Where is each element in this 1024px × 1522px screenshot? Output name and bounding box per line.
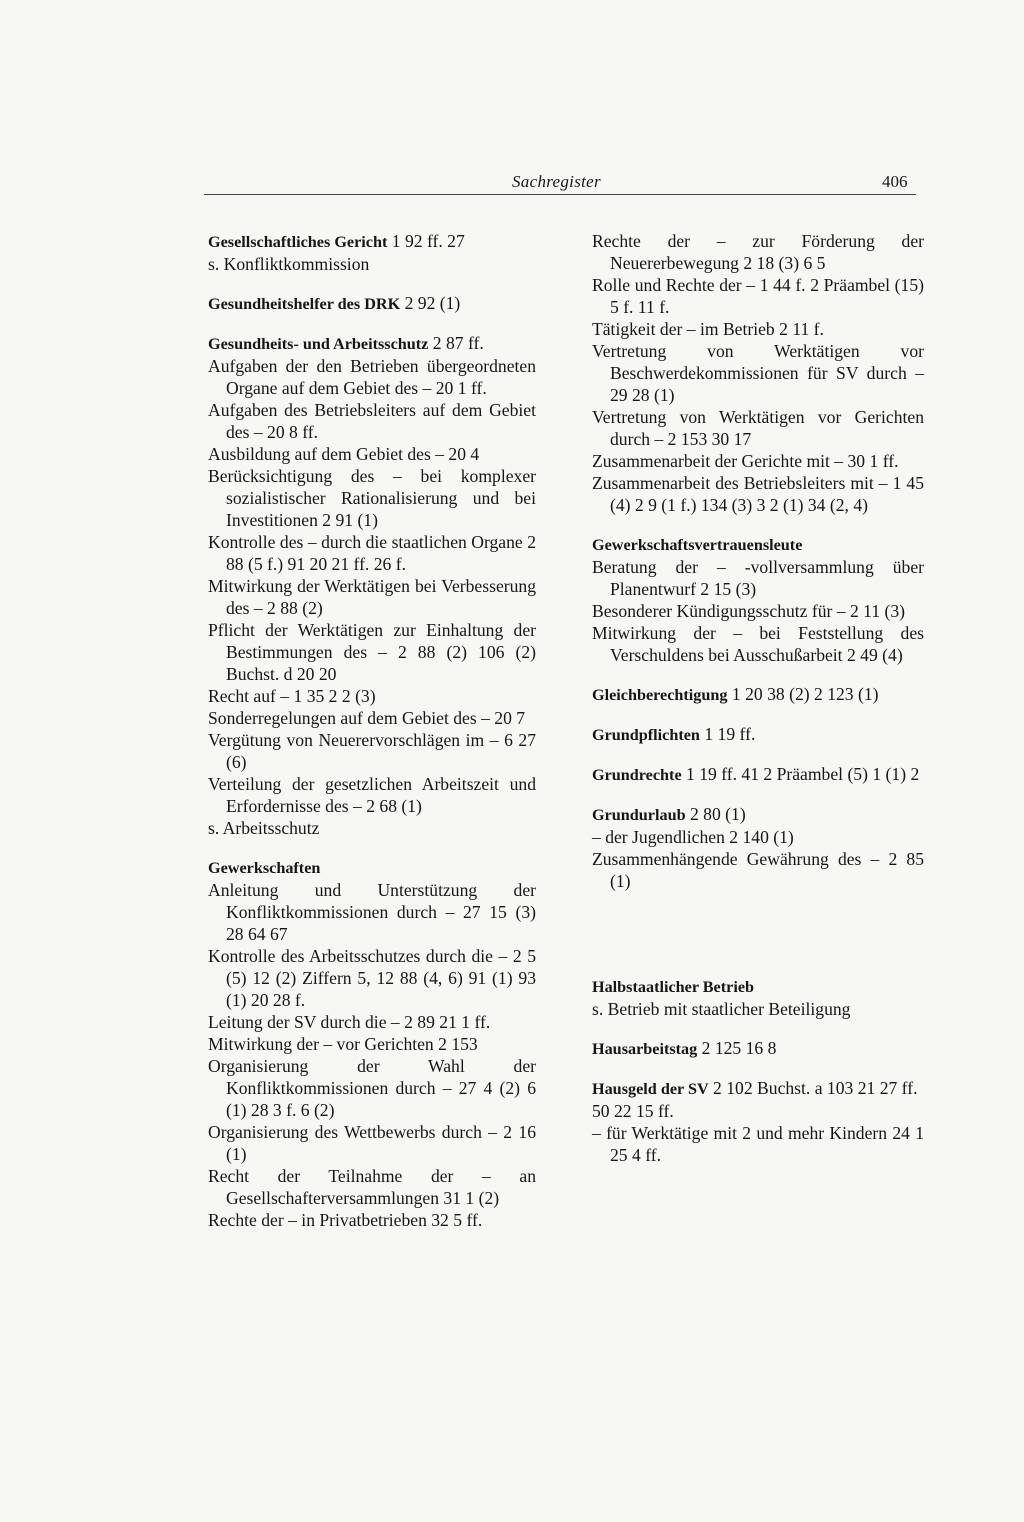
entry-subentry: Zusammenarbeit der Gerichte mit – 30 1 ff. [592, 451, 899, 471]
entry-heading [208, 230, 536, 253]
index-entry [208, 856, 536, 1231]
entry-subentry: Leitung der SV durch die – 2 89 21 1 ff. [208, 1012, 491, 1032]
entry-heading [592, 763, 924, 786]
entry-subentry: Berücksichtigung des – bei komplexer sozialistischer Rationalisierung und bei Investitionen 2 91 (1) [208, 466, 536, 530]
index-entry [592, 763, 924, 786]
index-entry [592, 230, 924, 516]
entry-heading [208, 332, 536, 355]
entry-heading [592, 723, 924, 746]
entry-subentry: Vertretung von Werktätigen vor Beschwerdekommissionen für SV durch – 29 28 (1) [592, 341, 924, 405]
page-number: 406 [882, 172, 908, 191]
entry-term: Halbstaatlicher Betrieb [592, 978, 755, 996]
entry-subentry: Organisierung des Wettbewerbs durch – 2 16 (1) [208, 1122, 536, 1164]
entry-refs: 1 19 ff. [704, 724, 756, 744]
entry-subentry: Organisierung der Wahl der Konfliktkommissionen durch – 27 4 (2) 6 (1) 28 3 f. 6 (2) [208, 1056, 536, 1120]
entry-subentry: Rolle und Rechte der – 1 44 f. 2 Präambel (15) 5 f. 11 f. [592, 275, 924, 317]
section-gap [592, 909, 924, 975]
entry-refs: 2 80 (1) [689, 804, 746, 824]
entry-subentry: Rechte der – zur Förderung der Neuererbewegung 2 18 (3) 6 5 [592, 231, 924, 273]
entry-subentry: s. Konfliktkommission [208, 254, 370, 274]
entry-term: Hausgeld der SV [592, 1080, 709, 1098]
entry-subentry: Pflicht der Werktätigen zur Einhaltung der Bestimmungen des – 2 88 (2) 106 (2) Buchst. d 20 20 [208, 620, 536, 684]
entry-subentry: Kontrolle des Arbeitsschutzes durch die – 2 5 (5) 12 (2) Ziffern 5, 12 88 (4, 6) 91 (1) 93 (1) 20 28 f. [208, 946, 536, 1010]
entry-term: Gesundheitshelfer des DRK [208, 295, 401, 313]
entry-refs: 1 92 ff. 27 [391, 231, 465, 251]
entry-refs: 2 87 ff. [432, 333, 484, 353]
index-entry [208, 292, 536, 315]
header-rule [204, 194, 916, 195]
entry-heading [592, 975, 924, 998]
index-entry [208, 230, 536, 275]
entry-subentry: Besonderer Kündigungsschutz für – 2 11 (3) [592, 601, 906, 621]
entry-subentry: s. Arbeitsschutz [208, 818, 320, 838]
entry-heading [592, 1037, 924, 1060]
entry-heading [208, 856, 536, 879]
index-entry [592, 1037, 924, 1060]
entry-refs: 1 20 38 (2) 2 123 (1) [731, 684, 879, 704]
entry-term: Hausarbeitstag [592, 1040, 698, 1058]
entry-subentry: Vertretung von Werktätigen vor Gerichten durch – 2 153 30 17 [592, 407, 924, 449]
entry-heading [592, 683, 924, 706]
entry-subentry: Recht auf – 1 35 2 2 (3) [208, 686, 376, 706]
entry-heading [592, 803, 924, 826]
entry-subentry: Beratung der – -vollversammlung über Planentwurf 2 15 (3) [592, 557, 924, 599]
entry-subentry: – für Werktätige mit 2 und mehr Kindern 24 1 25 4 ff. [592, 1123, 924, 1165]
entry-heading [208, 292, 536, 315]
entry-subentry: Sonderregelungen auf dem Gebiet des – 20 7 [208, 708, 526, 728]
running-title: Sachregister [512, 172, 601, 191]
entry-refs: 1 19 ff. 41 2 Präambel (5) 1 (1) 2 [686, 764, 920, 784]
index-entry [592, 1077, 924, 1166]
entry-subentry: Ausbildung auf dem Gebiet des – 20 4 [208, 444, 480, 464]
entry-subentry: Anleitung und Unterstützung der Konfliktkommissionen durch – 27 15 (3) 28 64 67 [208, 880, 536, 944]
entry-term: Grundurlaub [592, 806, 686, 824]
entry-term: Grundpflichten [592, 726, 700, 744]
index-entry [592, 533, 924, 666]
entry-subentry: Recht der Teilnahme der – an Gesellschafterversammlungen 31 1 (2) [208, 1166, 536, 1208]
index-column-right [592, 230, 924, 1183]
entry-term: Gesellschaftliches Gericht [208, 233, 388, 251]
entry-subentry: Mitwirkung der Werktätigen bei Verbesserung des – 2 88 (2) [208, 576, 536, 618]
entry-heading [592, 1077, 924, 1122]
index-entry [592, 683, 924, 706]
entry-subentry: Tätigkeit der – im Betrieb 2 11 f. [592, 319, 824, 339]
entry-term: Gesundheits- und Arbeitsschutz [208, 335, 429, 353]
index-column-left [208, 230, 536, 1248]
entry-term: Gewerkschaften [208, 859, 321, 877]
entry-heading [592, 533, 924, 556]
index-entry [592, 803, 924, 892]
entry-subentry: Vergütung von Neuerervorschlägen im – 6 27 (6) [208, 730, 536, 772]
entry-subentry: – der Jugendlichen 2 140 (1) [592, 827, 794, 847]
entry-refs: 2 92 (1) [404, 293, 461, 313]
entry-subentry: Aufgaben des Betriebsleiters auf dem Gebiet des – 20 8 ff. [208, 400, 536, 442]
entry-subentry: s. Betrieb mit staatlicher Beteiligung [592, 999, 851, 1019]
entry-subentry: Aufgaben der den Betrieben übergeordneten Organe auf dem Gebiet des – 20 1 ff. [208, 356, 536, 398]
entry-subentry: Rechte der – in Privatbetrieben 32 5 ff. [208, 1210, 483, 1230]
entry-term: Grundrechte [592, 766, 682, 784]
entry-term: Gleichberechtigung [592, 686, 728, 704]
entry-subentry: Mitwirkung der – vor Gerichten 2 153 [208, 1034, 478, 1054]
entry-subentry: Zusammenarbeit des Betriebsleiters mit – 1 45 (4) 2 9 (1 f.) 134 (3) 3 2 (1) 34 (2, 4) [592, 473, 924, 515]
index-entry [592, 723, 924, 746]
entry-refs: 2 102 Buchst. a 103 21 27 ff. 50 22 15 ff. [592, 1078, 918, 1121]
entry-term: Gewerkschaftsvertrauensleute [592, 536, 803, 554]
index-entry [208, 332, 536, 839]
index-entry [592, 975, 924, 1020]
entry-refs: 2 125 16 8 [701, 1038, 777, 1058]
entry-subentry: Mitwirkung der – bei Feststellung des Verschuldens bei Ausschußarbeit 2 49 (4) [592, 623, 924, 665]
entry-subentry: Verteilung der gesetzlichen Arbeitszeit und Erfordernisse des – 2 68 (1) [208, 774, 536, 816]
entry-subentry: Kontrolle des – durch die staatlichen Organe 2 88 (5 f.) 91 20 21 ff. 26 f. [208, 532, 536, 574]
entry-subentry: Zusammenhängende Gewährung des – 2 85 (1) [592, 849, 924, 891]
